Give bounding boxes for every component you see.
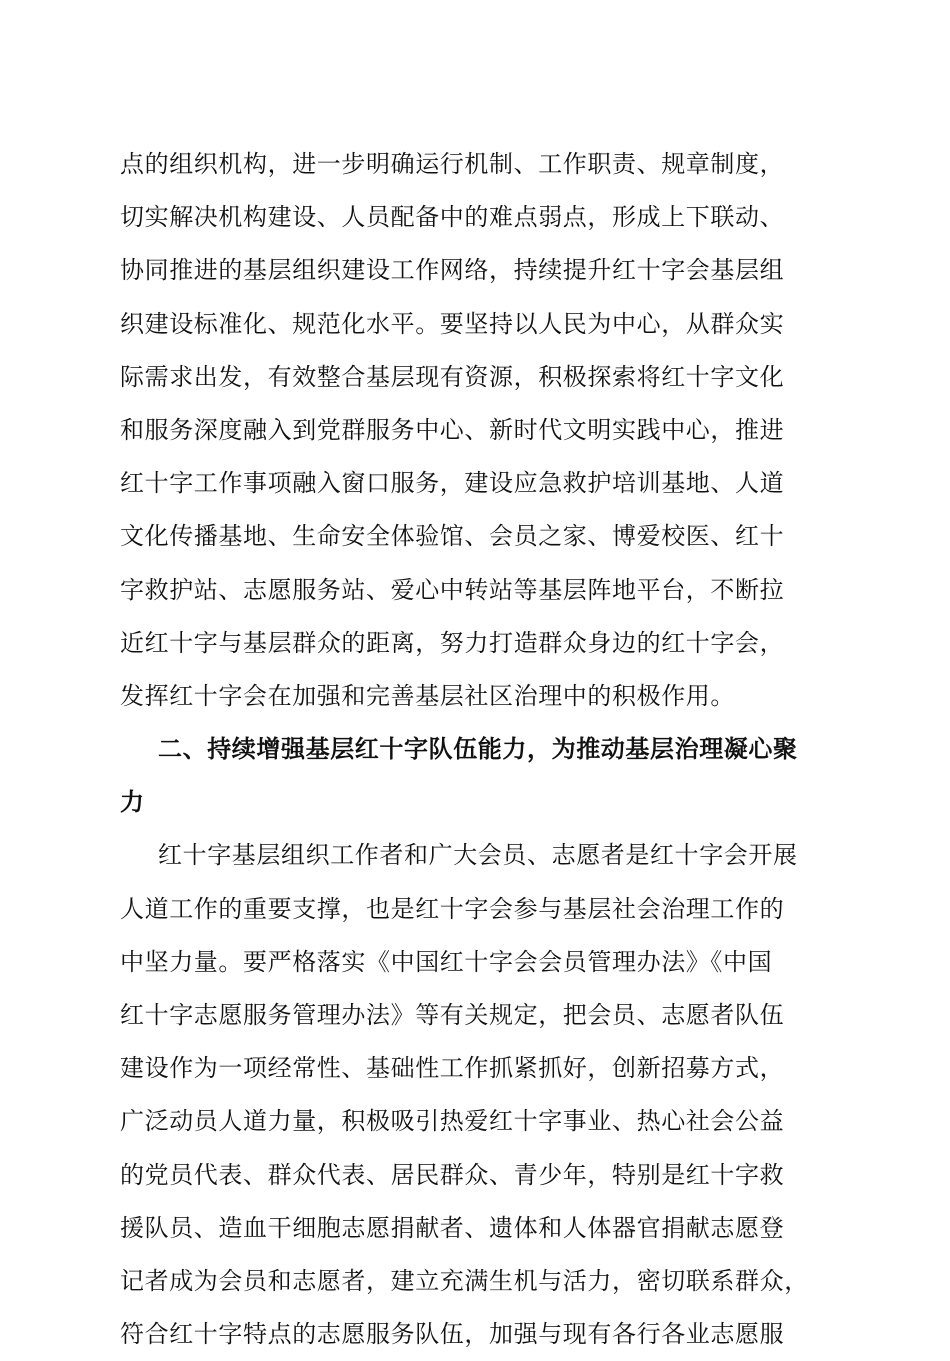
section-heading-continuation: 力 — [120, 788, 145, 817]
text-line: 记者成为会员和志愿者，建立充满生机与活力，密切联系群众， — [120, 1266, 809, 1295]
text-line: 织建设标准化、规范化水平。要坚持以人民为中心，从群众实 — [120, 309, 785, 338]
text-line: 援队员、造血干细胞志愿捐献者、遗体和人体器官捐献志愿登 — [120, 1213, 785, 1242]
text-line: 和服务深度融入到党群服务中心、新时代文明实践中心，推进 — [120, 415, 785, 444]
text-line: 切实解决机构建设、人员配备中的难点弱点，形成上下联动、 — [120, 203, 785, 232]
text-line: 近红十字与基层群众的距离，努力打造群众身边的红十字会， — [120, 628, 785, 657]
text-line: 符合红十字特点的志愿服务队伍，加强与现有各行各业志愿服 — [120, 1320, 785, 1349]
section-heading: 二、持续增强基层红十字队伍能力，为推动基层治理凝心聚 — [158, 735, 798, 764]
text-line: 红十字志愿服务管理办法》等有关规定，把会员、志愿者队伍 — [120, 1001, 785, 1029]
text-line: 人道工作的重要支撑，也是红十字会参与基层社会治理工作的 — [120, 894, 785, 923]
text-line: 红十字工作事项融入窗口服务，建设应急救护培训基地、人道 — [120, 469, 785, 498]
document-body — [120, 138, 832, 1361]
paragraph-first-line: 红十字基层组织工作者和广大会员、志愿者是红十字会开展 — [158, 841, 798, 870]
text-line: 中坚力量。要严格落实《中国红十字会会员管理办法》《中国 — [120, 947, 773, 976]
text-line: 的党员代表、群众代表、居民群众、青少年，特别是红十字救 — [120, 1160, 785, 1189]
text-line: 协同推进的基层组织建设工作网络，持续提升红十字会基层组 — [120, 256, 785, 285]
text-line: 际需求出发，有效整合基层现有资源，积极探索将红十字文化 — [120, 362, 785, 391]
text-line: 建设作为一项经常性、基础性工作抓紧抓好，创新招募方式， — [120, 1054, 785, 1083]
text-line: 文化传播基地、生命安全体验馆、会员之家、博爱校医、红十 — [120, 522, 785, 551]
text-line: 字救护站、志愿服务站、爱心中转站等基层阵地平台，不断拉 — [120, 575, 785, 604]
text-line: 点的组织机构，进一步明确运行机制、工作职责、规章制度， — [120, 150, 785, 178]
text-line: 发挥红十字会在加强和完善基层社区治理中的积极作用。 — [120, 681, 735, 710]
text-line: 广泛动员人道力量，积极吸引热爱红十字事业、热心社会公益 — [120, 1107, 785, 1136]
